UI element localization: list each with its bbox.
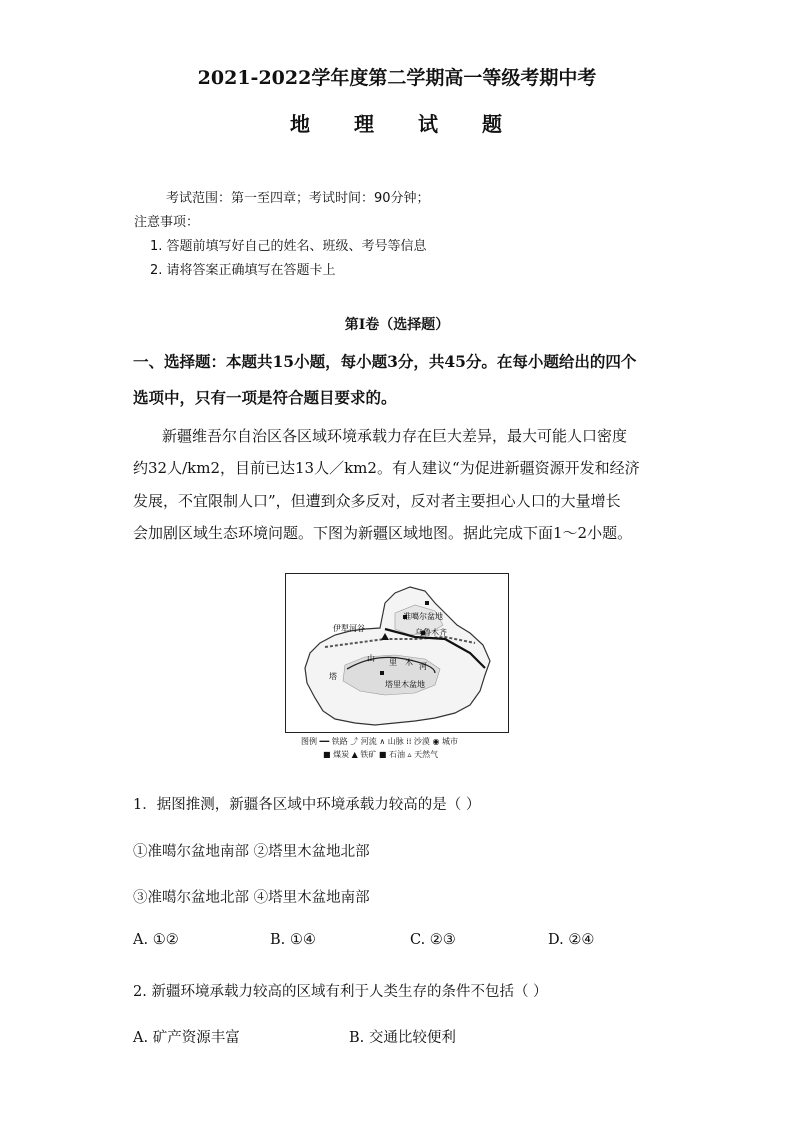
coal-marker-2 <box>425 601 429 605</box>
q2-choice-b: B. 交通比较便利 <box>349 1030 456 1046</box>
exam-title: 2021-2022学年度第二学期高一等级考期中考 <box>197 67 597 89</box>
q1-choice-d: D. ②④ <box>548 932 595 948</box>
label-river-3: 木 <box>405 658 413 667</box>
exam-scope: 考试范围：第一至四章；考试时间：90分钟； <box>166 191 430 206</box>
subject-char-4: 题 <box>482 112 502 136</box>
subject-char-1: 地 <box>290 112 310 136</box>
subject-char-2: 理 <box>354 112 374 136</box>
label-river-4: 河 <box>419 662 427 671</box>
passage-line-1: 新疆维吾尔自治区各区域环境承载力存在巨大差异，最大可能人口密度 <box>162 427 628 445</box>
xinjiang-map <box>285 573 509 733</box>
subject-char-3: 试 <box>418 112 438 136</box>
oil-marker <box>380 671 384 675</box>
map-legend <box>301 736 458 760</box>
notes-label: 注意事项： <box>134 215 200 230</box>
label-tianshan: 山 <box>367 654 375 663</box>
note-1: 1. 答题前填写好自己的姓名、班级、考号等信息 <box>150 239 427 254</box>
q2-choice-a: A. 矿产资源丰富 <box>133 1030 240 1046</box>
passage-line-4: 会加剧区域生态环境问题。下图为新疆区域地图。据此完成下面1～2小题。 <box>133 524 633 542</box>
passage-line-2: 约32人/km2，目前已达13人／km2。有人建议“为促进新疆资源开发和经济 <box>133 459 640 477</box>
q1-stem: 1．据图推测，新疆各区域中环境承载力较高的是（ ） <box>133 797 481 813</box>
section-instruction-2: 选项中，只有一项是符合题目要求的。 <box>133 388 397 407</box>
legend-row-2: ■ 煤炭 ▲ 铁矿 ■ 石油 ▵ 天然气 <box>323 750 439 759</box>
section-title: 第I卷（选择题） <box>344 317 450 333</box>
label-urumqi: 乌鲁木齐 <box>415 628 447 637</box>
label-junggar: 准噶尔盆地 <box>403 612 443 621</box>
section-instruction-1: 一、选择题：本题共15小题，每小题3分，共45分。在每小题给出的四个 <box>133 352 637 371</box>
legend-row-1: 图例 ━━ 铁路 ⤴ 河流 ∧ 山脉 ⁞⁞ 沙漠 ◉ 城市 <box>301 737 458 746</box>
q1-choice-c: C. ②③ <box>410 932 456 948</box>
q1-options-row-1: ①准噶尔盆地南部 ②塔里木盆地北部 <box>133 844 370 860</box>
q1-choice-a: A. ①② <box>133 932 179 948</box>
q1-options-row-2: ③准噶尔盆地北部 ④塔里木盆地南部 <box>133 890 370 906</box>
label-river-2: 里 <box>389 658 397 667</box>
q1-choice-b: B. ①④ <box>270 932 316 948</box>
label-tarim: 塔里木盆地 <box>385 680 425 689</box>
q2-stem: 2. 新疆环境承载力较高的区域有利于人类生存的条件不包括（ ） <box>133 984 548 1000</box>
passage-line-3: 发展，不宜限制人口”，但遭到众多反对，反对者主要担心人口的大量增长 <box>133 492 621 510</box>
label-river-1: 塔 <box>329 672 337 681</box>
label-yili: 伊犁河谷 <box>333 624 365 633</box>
note-2: 2. 请将答案正确填写在答题卡上 <box>150 263 336 278</box>
